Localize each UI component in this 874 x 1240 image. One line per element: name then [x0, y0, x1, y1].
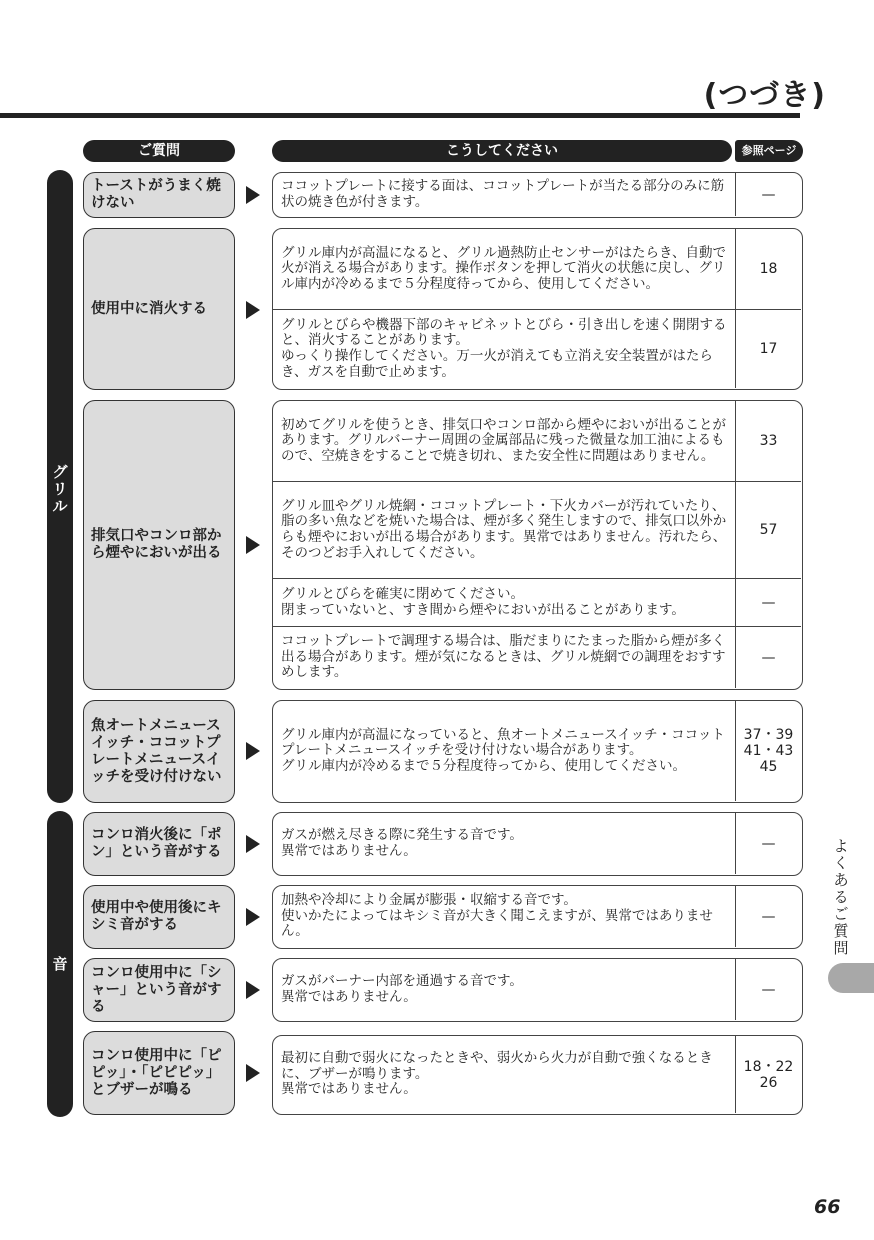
reference-page: 57 — [735, 482, 801, 578]
page-title: (つづき) — [703, 78, 826, 113]
header-reference: 参照ページ — [735, 140, 803, 162]
answer-text: 初めてグリルを使うとき、排気口やコンロ部から煙やにおいが出ることがあります。グリルバーナー周囲の金属部品に残った微量な加工油によるもので、空焼きをすることで焼き切れ、また安全性に問題はありません。 — [281, 416, 726, 464]
category-sound-label: 音 — [52, 955, 68, 973]
question-auto-menu: 魚オートメニュースイッチ・ココットプレートメニュースイッチを受け付けない — [83, 700, 235, 803]
category-sound — [47, 811, 73, 1117]
header-answer: こうしてください — [272, 140, 732, 162]
question-extinguish: 使用中に消火する — [83, 228, 235, 390]
answer-text: ガスがバーナー内部を通過する音です。 異常ではありません。 — [281, 972, 523, 1005]
answer-box — [272, 400, 803, 690]
answer-text: ガスが燃え尽きる際に発生する音です。 異常ではありません。 — [281, 826, 523, 859]
answer-text: グリルとびらや機器下部のキャビネットとびら・引き出しを速く開閉すると、消火することがあります。 ゆっくり操作してください。万一火が消えても立消え安全装置がはたらき、ガスを自動で止めます。 — [281, 316, 727, 380]
answer-text: グリルとびらを確実に閉めてください。 閉まっていないと、すき間から煙やにおいが出ることがあります。 — [281, 585, 685, 618]
category-grill-char: グ — [52, 463, 68, 481]
question-toast: トーストがうまく焼けない — [83, 172, 235, 218]
answer-text: 加熱や冷却により金属が膨張・収縮する音です。 使いかたによってはキシミ音が大きく聞こえますが、異常ではありません。 — [281, 892, 713, 940]
answer-text: グリル皿やグリル焼網・ココットプレート・下火カバーが汚れていたり、脂の多い魚などを焼いた場合は、煙が多く発生しますので、排気口以外からも煙やにおいが出る場合があります。異常ではありません。汚れたら、そのつどお手入れしてください。 — [281, 497, 727, 561]
question-pon-sound: コンロ消火後に「ポン」という音がする — [83, 812, 235, 876]
category-grill-char: ル — [52, 497, 68, 515]
category-grill — [47, 170, 73, 803]
reference-page: — — [735, 173, 801, 216]
answer-box — [272, 958, 803, 1022]
answer-text: ココットプレートで調理する場合は、脂だまりにたまった脂から煙が多く出る場合があります。煙が気になるときは、グリル焼網での調理をおすすめします。 — [281, 633, 726, 681]
arrow-icon — [246, 981, 260, 999]
side-tab-marker — [828, 963, 874, 993]
arrow-icon — [246, 1064, 260, 1082]
arrow-icon — [246, 835, 260, 853]
reference-page: 17 — [735, 310, 801, 388]
arrow-icon — [246, 536, 260, 554]
arrow-icon — [246, 742, 260, 760]
answer-text: 最初に自動で弱火になったときや、弱火から火力が自動で強くなるときに、ブザーが鳴ります。 異常ではありません。 — [281, 1050, 713, 1098]
question-buzzer: コンロ使用中に「ピピッ」・「ピピピッ」とブザーが鳴る — [83, 1031, 235, 1115]
answer-box — [272, 812, 803, 876]
reference-page: — — [735, 627, 801, 688]
page-number: 66 — [814, 1196, 841, 1218]
reference-page: — — [735, 579, 801, 626]
answer-box — [272, 1035, 803, 1115]
answer-box — [272, 885, 803, 949]
arrow-icon — [246, 301, 260, 319]
answer-text: ココットプレートに接する面は、ココットプレートが当たる部分のみに筋状の焼き色が付きます。 — [281, 177, 725, 210]
side-tab-label: よくあるご質問 — [833, 837, 849, 957]
reference-page: 18 — [735, 229, 801, 309]
answer-text: グリル庫内が高温になると、グリル過熱防止センサーがはたらき、自動で火が消える場合があります。操作ボタンを押して消火の状態に戻し、グリル庫内が冷めるまで５分程度待ってから、使用してください。 — [281, 244, 726, 292]
answer-box — [272, 172, 803, 218]
reference-page: — — [735, 959, 801, 1020]
header-question: ご質問 — [83, 140, 235, 162]
question-shaa-sound: コンロ使用中に「シャー」という音がする — [83, 958, 235, 1022]
arrow-icon — [246, 186, 260, 204]
title-rule — [0, 113, 800, 118]
answer-box — [272, 228, 803, 390]
answer-text: グリル庫内が高温になっていると、魚オートメニュースイッチ・ココットプレートメニュースイッチを受け付けない場合があります。 グリル庫内が冷めるまで５分程度待ってから、使用してください。 — [281, 726, 725, 774]
question-smoke: 排気口やコンロ部から煙やにおいが出る — [83, 400, 235, 690]
reference-page: — — [735, 886, 801, 947]
reference-page: 37・39 41・43 45 — [735, 701, 801, 801]
reference-page: 18・22 26 — [735, 1036, 801, 1113]
question-creak-sound: 使用中や使用後にキシミ音がする — [83, 885, 235, 949]
reference-page: — — [735, 813, 801, 874]
category-grill-char: リ — [52, 480, 68, 498]
answer-box — [272, 700, 803, 803]
arrow-icon — [246, 908, 260, 926]
reference-page: 33 — [735, 401, 801, 481]
